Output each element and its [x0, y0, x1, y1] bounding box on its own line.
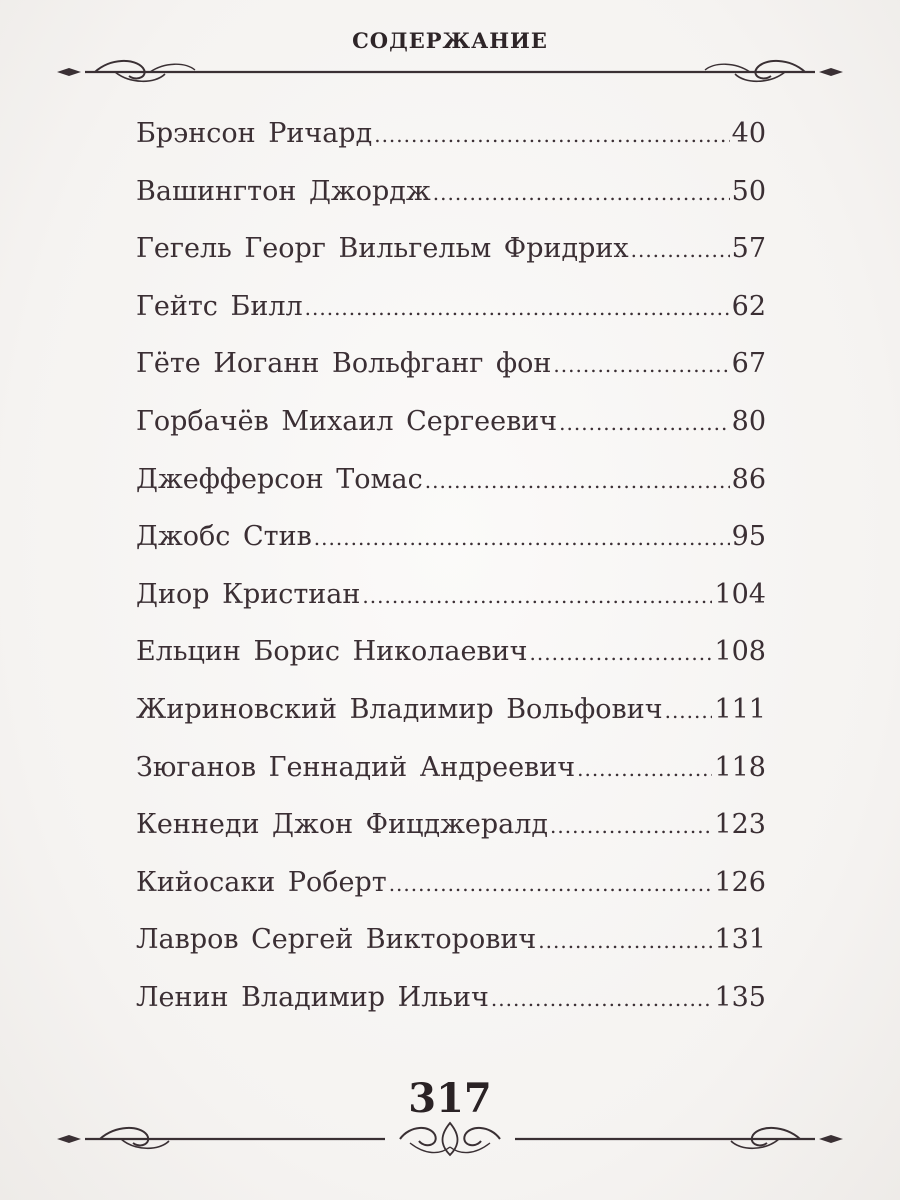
toc-entry: [136, 291, 766, 349]
toc-entry-page: 40: [731, 118, 766, 149]
toc-entry-name: Джефферсон Томас: [136, 463, 423, 495]
header-ornament-divider: [55, 54, 845, 90]
toc-dot-leader: [538, 929, 712, 953]
toc-entry-name: Вашингтон Джордж: [136, 175, 431, 207]
toc-entry: [136, 579, 766, 637]
toc-entry-name: Жириновский Владимир Вольфович: [136, 693, 663, 725]
toc-entry: [136, 982, 766, 1040]
toc-entry: [136, 348, 766, 406]
toc-dot-leader: [389, 872, 713, 896]
toc-entry-page: 86: [731, 463, 766, 495]
toc-dot-leader: [425, 469, 730, 493]
toc-entry: [136, 924, 766, 982]
toc-dot-leader: [491, 987, 713, 1011]
footer-ornament-divider: [55, 1119, 845, 1159]
page-header: [55, 22, 845, 92]
toc-entry-page: 118: [714, 751, 766, 783]
toc-dot-leader: [559, 411, 729, 435]
toc-dot-leader: [553, 353, 729, 377]
toc-entry-page: 111: [714, 693, 766, 725]
toc-entry-name: Кеннеди Джон Фицджералд: [136, 809, 549, 841]
toc-entry-page: 104: [714, 578, 766, 610]
toc-entry-page: 50: [731, 175, 766, 207]
toc-entry-name: Кийосаки Роберт: [136, 866, 387, 898]
toc-dot-leader: [530, 641, 713, 665]
toc-entry-page: 123: [714, 809, 766, 841]
toc-dot-leader: [631, 238, 730, 262]
toc-entry: [136, 464, 766, 522]
toc-entry-name: Горбачёв Михаил Сергеевич: [136, 405, 558, 437]
toc-entry: [136, 118, 766, 176]
toc-dot-leader: [362, 584, 712, 608]
toc-dot-leader: [550, 814, 712, 838]
toc-entry-name: Ленин Владимир Ильич: [136, 981, 489, 1013]
toc-entry-page: 67: [731, 348, 766, 380]
toc-entry: [136, 752, 766, 810]
toc-entry-name: Брэнсон Ричард: [136, 118, 373, 149]
toc-entry-name: Лавров Сергей Викторович: [136, 924, 537, 956]
toc-entry: [136, 176, 766, 234]
toc-dot-leader: [305, 296, 730, 320]
toc-entry-page: 57: [731, 233, 766, 265]
toc-dot-leader: [374, 123, 729, 147]
toc-entry-name: Ельцин Борис Николаевич: [136, 636, 528, 668]
toc-entry-name: Зюганов Геннадий Андреевич: [136, 751, 576, 783]
toc-entry-name: Диор Кристиан: [136, 578, 361, 610]
toc-entry-page: 108: [714, 636, 766, 668]
toc-dot-leader: [433, 181, 730, 205]
page-number: 317: [408, 1075, 492, 1122]
toc-entry-page: 131: [714, 924, 766, 956]
toc-entry-name: Гёте Иоганн Вольфганг фон: [136, 348, 552, 380]
toc-entry: [136, 867, 766, 925]
toc-entry-name: Гейтс Билл: [136, 290, 303, 322]
toc-entry: [136, 233, 766, 291]
page-footer: [55, 1075, 845, 1175]
toc-entry: [136, 406, 766, 464]
toc-entry: [136, 521, 766, 579]
toc-entry-page: 126: [714, 866, 766, 898]
toc-entry: [136, 809, 766, 867]
toc-entry: [136, 636, 766, 694]
toc-entry-page: 95: [731, 521, 766, 553]
table-of-contents: [136, 118, 766, 1040]
toc-entry-name: Джобс Стив: [136, 521, 312, 553]
toc-dot-leader: [665, 699, 713, 723]
toc-entry-page: 135: [714, 981, 766, 1013]
toc-entry-name: Гегель Георг Вильгельм Фридрих: [136, 233, 629, 265]
toc-entry-page: 62: [731, 290, 766, 322]
toc-dot-leader: [314, 526, 730, 550]
toc-dot-leader: [577, 757, 712, 781]
toc-entry-page: 80: [731, 405, 766, 437]
toc-entry: [136, 694, 766, 752]
section-title: СОДЕРЖАНИЕ: [352, 28, 548, 53]
